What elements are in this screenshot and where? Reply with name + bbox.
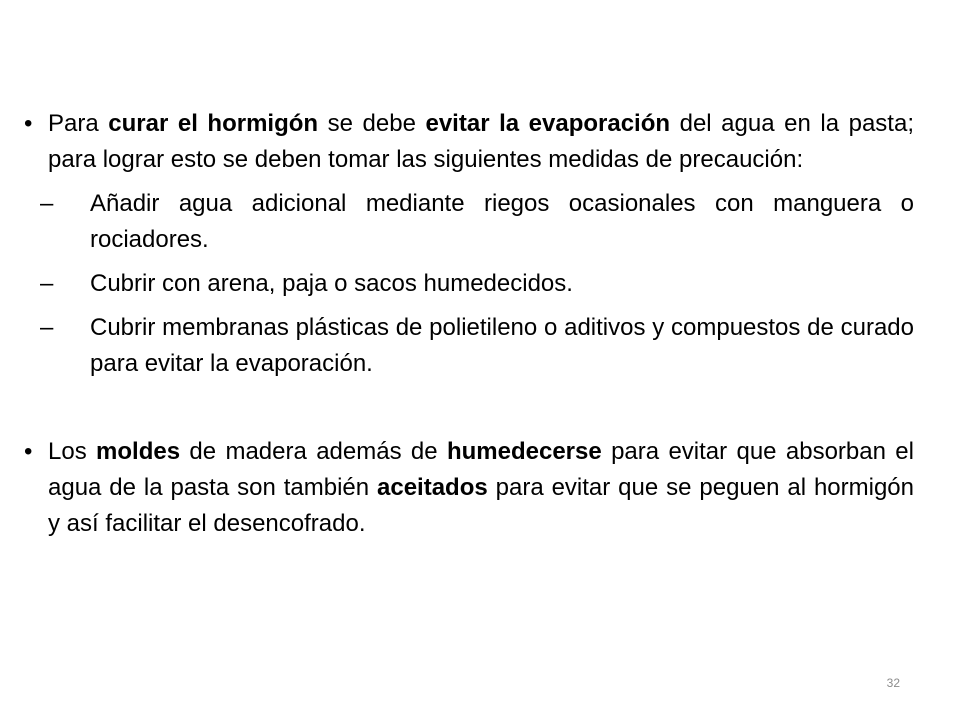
bullet-text: de madera además de bbox=[180, 438, 447, 465]
precaution-item bbox=[40, 266, 914, 302]
precaution-item bbox=[40, 186, 914, 258]
bold-term: moldes bbox=[96, 438, 181, 465]
precaution-list bbox=[40, 186, 914, 382]
dash-marker: – bbox=[40, 314, 54, 341]
bullet-molds bbox=[24, 434, 914, 542]
dash-marker: – bbox=[40, 270, 54, 297]
bold-term: aceitados bbox=[377, 474, 488, 501]
bullet-curing bbox=[24, 106, 914, 178]
bullet-text: para evitar que se peguen al hormigón y así facilitar el desencofrado. bbox=[48, 474, 915, 537]
bullet-text: del agua en la pasta; para lograr esto se deben tomar las siguientes medidas de precaución: bbox=[48, 110, 914, 173]
precaution-item bbox=[40, 310, 914, 382]
spacer bbox=[24, 390, 914, 434]
bullet-text: Para bbox=[48, 110, 109, 137]
bold-term: humedecerse bbox=[446, 438, 602, 465]
page-number: 32 bbox=[886, 676, 900, 690]
precaution-text: Cubrir con arena, paja o sacos humedecidos. bbox=[90, 270, 573, 297]
bullet-text: para evitar que absorban el agua de la pasta son también bbox=[48, 438, 914, 501]
bullet-text: Los bbox=[48, 438, 97, 465]
bold-term: curar el hormigón bbox=[108, 110, 319, 137]
precaution-text: Cubrir membranas plásticas de polietileno o aditivos y compuestos de curado para evitar la evaporación. bbox=[90, 314, 914, 377]
dash-marker: – bbox=[40, 190, 54, 217]
bullet-marker: • bbox=[24, 110, 33, 137]
bold-term: evitar la evaporación bbox=[425, 110, 671, 137]
precaution-text: Añadir agua adicional mediante riegos ocasionales con manguera o rociadores. bbox=[90, 190, 914, 253]
bullet-marker: • bbox=[24, 438, 33, 465]
bullet-text: se debe bbox=[318, 110, 426, 137]
slide-content bbox=[24, 106, 914, 542]
